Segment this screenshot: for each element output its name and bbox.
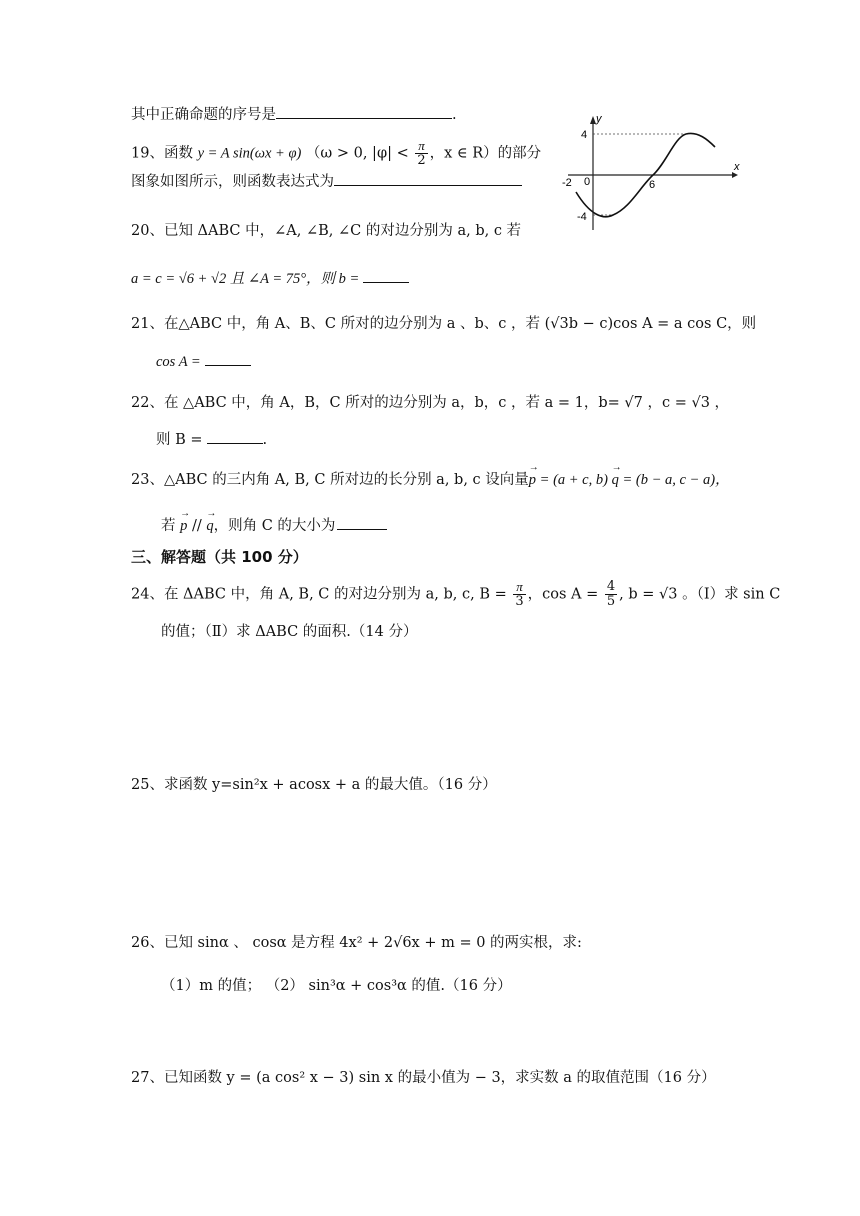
q19-line2 (131, 171, 522, 192)
q24-text-d: 的值；（Ⅱ）求 ΔABC 的面积.（14 分） (161, 624, 418, 640)
q26-text: 26、已知 sinα 、 cosα 是方程 4x² + 2√6x + m = 0 的两实根，求: (131, 935, 582, 951)
answer-blank (334, 171, 522, 186)
section-3-heading: 三、解答题（共 100 分） (131, 548, 308, 566)
vector-p: → p (180, 516, 187, 536)
q23-text-a: 23、△ABC 的三内角 A, B, C 所对边的长分别 a, b, c 设向量 (131, 472, 529, 488)
q21-text: 21、在△ABC 中，角 A、B、C 所对的边分别为 a 、b、c ，若 (√3b − c)cos A = a cos C，则 (131, 316, 757, 332)
q22-end: . (262, 432, 268, 448)
answer-blank (363, 268, 409, 283)
answer-blank (207, 429, 263, 444)
q24-text-c: , b = √3 。（Ⅰ）求 sin C (619, 586, 781, 603)
frac-num: π (513, 580, 525, 595)
frac-num: 4 (606, 579, 616, 594)
q18-tail (131, 104, 457, 125)
q23-text-b: = (a + c, b) (536, 472, 612, 488)
frac-num: π (415, 139, 427, 154)
q23-text-d: ，则角 C 的大小为 (213, 518, 336, 534)
q22-prefix: 则 B = (156, 432, 203, 448)
q23-text-c: = (b − a, c − a)， (618, 472, 730, 488)
q22-line1 (131, 393, 729, 413)
q26-parts: （1）m 的值； （2） sin³α + cos³α 的值.（16 分） (161, 978, 512, 994)
q22-line2 (156, 429, 267, 450)
sine-graph (560, 112, 750, 232)
q23-if: 若 (161, 518, 181, 534)
vector-q: → q (612, 470, 619, 490)
q19-formula: y = A sin(ωx + φ) (197, 145, 302, 162)
q22-text: 22、在 △ABC 中，角 A，B，C 所对的边分别为 a，b，c ，若 a = 1，b= √7 ，c = √3 ， (131, 395, 730, 411)
q20-formula: a = c = √6 + √2 且 ∠A = 75°，则 b = (131, 271, 360, 287)
x-axis-label: x (734, 161, 740, 173)
q21-line2 (156, 351, 251, 372)
y-tick-neg4: -4 (577, 211, 587, 223)
q18-end: . (452, 107, 457, 123)
q19-line1 (131, 139, 541, 168)
q26-line1 (131, 933, 582, 953)
y-axis-label: y (596, 113, 602, 125)
x-tick-neg2: -2 (562, 177, 572, 189)
q24-line1 (131, 580, 780, 609)
q19-text: 图象如图所示，则函数表达式为 (131, 174, 334, 190)
q19-condition-b: ，x ∈ R）的部分 (429, 145, 542, 162)
q23-line1 (131, 470, 730, 490)
frac-den: 3 (515, 594, 524, 609)
frac-den: 2 (417, 153, 426, 168)
q25: 25、求函数 y=sin²x + acosx + a 的最大值。（16 分） (131, 777, 497, 793)
parallel-sign: // (187, 518, 207, 534)
q23-line2 (161, 515, 387, 536)
pi-over-3 (513, 580, 525, 609)
q18-text: 其中正确命题的序号是 (131, 107, 276, 123)
q21-formula: cos A = (156, 354, 201, 370)
origin-label: 0 (584, 176, 591, 188)
q26-line2 (161, 976, 512, 996)
answer-blank (205, 351, 251, 366)
q19-condition-a: （ω > 0, |φ| < (305, 145, 414, 162)
answer-blank (337, 515, 387, 530)
q20-line2 (131, 268, 409, 289)
y-tick-4: 4 (581, 129, 588, 141)
q24-text-a: 24、在 ΔABC 中，角 A, B, C 的对边分别为 a, b, c, B = (131, 586, 512, 603)
q19-number: 19、函数 (131, 145, 193, 162)
q24-line2 (161, 622, 417, 642)
pi-over-2 (415, 139, 427, 168)
q20-text: 20、已知 ΔABC 中，∠A, ∠B, ∠C 的对边分别为 a, b, c 若 (131, 223, 522, 239)
q24-text-b: ，cos A = (527, 586, 603, 603)
q21-line1 (131, 314, 756, 334)
x-tick-6: 6 (649, 179, 656, 191)
vector-p: → p (529, 470, 536, 490)
four-fifths (605, 580, 617, 609)
q27: 27、已知函数 y = (a cos² x − 3) sin x 的最小值为 − 3，求实数 a 的取值范围（16 分） (131, 1070, 716, 1086)
vector-q: → q (206, 516, 213, 536)
frac-den: 5 (606, 594, 616, 609)
answer-blank (276, 104, 452, 119)
q20-line1 (131, 221, 521, 241)
